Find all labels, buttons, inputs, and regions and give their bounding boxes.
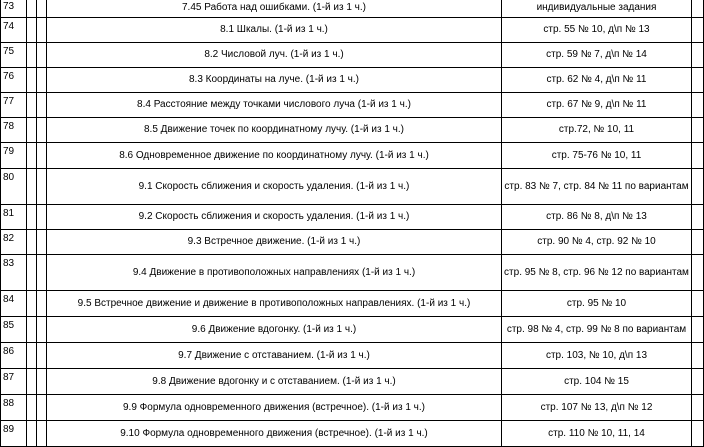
table-row: [1, 43, 704, 68]
lesson-topic: 9.6 Движение вдогонку. (1-й из 1 ч.): [47, 317, 502, 343]
lesson-number: 75: [1, 43, 27, 68]
table-row: [1, 369, 704, 395]
lesson-topic: 8.1 Шкалы. (1-й из 1 ч.): [47, 18, 502, 43]
empty-cell: [692, 43, 704, 68]
lesson-topic: 9.8 Движение вдогонку и с отставанием. (1-й из 1 ч.): [47, 369, 502, 395]
empty-cell: [37, 169, 47, 205]
lesson-topic: 9.3 Встречное движение. (1-й из 1 ч.): [47, 230, 502, 255]
empty-cell: [37, 395, 47, 421]
empty-cell: [692, 18, 704, 43]
table-row: [1, 395, 704, 421]
table-row: [1, 68, 704, 93]
empty-cell: [27, 18, 37, 43]
empty-cell: [27, 291, 37, 317]
empty-cell: [37, 93, 47, 118]
empty-cell: [27, 343, 37, 369]
empty-cell: [27, 0, 37, 18]
lesson-topic: 8.4 Расстояние между точками числового луча (1-й из 1 ч.): [47, 93, 502, 118]
lesson-number: 85: [1, 317, 27, 343]
empty-cell: [37, 118, 47, 143]
empty-cell: [27, 143, 37, 169]
empty-cell: [27, 255, 37, 291]
lesson-number: 86: [1, 343, 27, 369]
homework: стр. 95 № 8, стр. 96 № 12 по вариантам: [502, 255, 692, 291]
empty-cell: [37, 317, 47, 343]
empty-cell: [37, 0, 47, 18]
empty-cell: [692, 68, 704, 93]
lesson-topic: 9.2 Скорость сближения и скорость удаления. (1-й из 1 ч.): [47, 205, 502, 230]
empty-cell: [692, 255, 704, 291]
empty-cell: [37, 68, 47, 93]
lesson-topic: 9.4 Движение в противоположных направлениях (1-й из 1 ч.): [47, 255, 502, 291]
lesson-number: 79: [1, 143, 27, 169]
empty-cell: [37, 143, 47, 169]
empty-cell: [37, 18, 47, 43]
homework: стр. 90 № 4, стр. 92 № 10: [502, 230, 692, 255]
empty-cell: [37, 343, 47, 369]
empty-cell: [27, 169, 37, 205]
lesson-topic: 9.9 Формула одновременного движения (встречное). (1-й из 1 ч.): [47, 395, 502, 421]
lesson-number: 89: [1, 421, 27, 447]
empty-cell: [37, 230, 47, 255]
homework: стр.72, № 10, 11: [502, 118, 692, 143]
empty-cell: [37, 255, 47, 291]
table-row: [1, 230, 704, 255]
homework: стр. 95 № 10: [502, 291, 692, 317]
table-row: [1, 421, 704, 447]
empty-cell: [692, 369, 704, 395]
empty-cell: [692, 169, 704, 205]
empty-cell: [27, 421, 37, 447]
lesson-number: 80: [1, 169, 27, 205]
empty-cell: [692, 395, 704, 421]
homework: стр. 55 № 10, д\п № 13: [502, 18, 692, 43]
lesson-topic: 9.1 Скорость сближения и скорость удаления. (1-й из 1 ч.): [47, 169, 502, 205]
empty-cell: [692, 421, 704, 447]
empty-cell: [27, 369, 37, 395]
empty-cell: [692, 291, 704, 317]
homework: стр. 62 № 4, д\п № 11: [502, 68, 692, 93]
empty-cell: [692, 93, 704, 118]
lesson-number: 73: [1, 0, 27, 18]
lesson-number: 76: [1, 68, 27, 93]
homework: стр. 86 № 8, д\п № 13: [502, 205, 692, 230]
table-row: [1, 255, 704, 291]
lesson-number: 74: [1, 18, 27, 43]
lesson-number: 77: [1, 93, 27, 118]
homework: стр. 110 № 10, 11, 14: [502, 421, 692, 447]
table-row: [1, 18, 704, 43]
lesson-topic: 8.3 Координаты на луче. (1-й из 1 ч.): [47, 68, 502, 93]
homework: стр. 83 № 7, стр. 84 № 11 по вариантам: [502, 169, 692, 205]
lesson-topic: 9.10 Формула одновременного движения (встречное). (1-й из 1 ч.): [47, 421, 502, 447]
empty-cell: [27, 118, 37, 143]
homework: стр. 107 № 13, д\п № 12: [502, 395, 692, 421]
lesson-topic: 9.7 Движение с отставанием. (1-й из 1 ч.): [47, 343, 502, 369]
lesson-topic: 8.2 Числовой луч. (1-й из 1 ч.): [47, 43, 502, 68]
empty-cell: [37, 205, 47, 230]
lesson-number: 88: [1, 395, 27, 421]
table-row: [1, 205, 704, 230]
homework: стр. 59 № 7, д\п № 14: [502, 43, 692, 68]
homework: стр. 75-76 № 10, 11: [502, 143, 692, 169]
empty-cell: [27, 230, 37, 255]
empty-cell: [27, 205, 37, 230]
empty-cell: [37, 291, 47, 317]
lesson-number: 82: [1, 230, 27, 255]
empty-cell: [692, 143, 704, 169]
lesson-number: 83: [1, 255, 27, 291]
homework: стр. 104 № 15: [502, 369, 692, 395]
lesson-number: 84: [1, 291, 27, 317]
lesson-topic: 9.5 Встречное движение и движение в противоположных направлениях. (1-й из 1 ч.): [47, 291, 502, 317]
lesson-number: 81: [1, 205, 27, 230]
empty-cell: [692, 317, 704, 343]
empty-cell: [27, 93, 37, 118]
empty-cell: [692, 230, 704, 255]
empty-cell: [27, 317, 37, 343]
table-row: [1, 169, 704, 205]
table-row: [1, 0, 704, 18]
lesson-number: 78: [1, 118, 27, 143]
empty-cell: [37, 43, 47, 68]
empty-cell: [37, 369, 47, 395]
empty-cell: [692, 0, 704, 18]
empty-cell: [27, 43, 37, 68]
empty-cell: [37, 421, 47, 447]
lesson-topic: 8.6 Одновременное движение по координатному лучу. (1-й из 1 ч.): [47, 143, 502, 169]
table-row: [1, 118, 704, 143]
table-row: [1, 143, 704, 169]
homework: индивидуальные задания: [502, 0, 692, 18]
lesson-topic: 8.5 Движение точек по координатному лучу. (1-й из 1 ч.): [47, 118, 502, 143]
homework: стр. 67 № 9, д\п № 11: [502, 93, 692, 118]
lesson-topic: 7.45 Работа над ошибками. (1-й из 1 ч.): [47, 0, 502, 18]
table-row: [1, 93, 704, 118]
empty-cell: [692, 205, 704, 230]
empty-cell: [27, 395, 37, 421]
homework: стр. 103, № 10, д\п 13: [502, 343, 692, 369]
table-body: [1, 0, 704, 447]
table-row: [1, 291, 704, 317]
empty-cell: [692, 343, 704, 369]
empty-cell: [692, 118, 704, 143]
table-row: [1, 343, 704, 369]
table-row: [1, 317, 704, 343]
lesson-number: 87: [1, 369, 27, 395]
empty-cell: [27, 68, 37, 93]
homework: стр. 98 № 4, стр. 99 № 8 по вариантам: [502, 317, 692, 343]
